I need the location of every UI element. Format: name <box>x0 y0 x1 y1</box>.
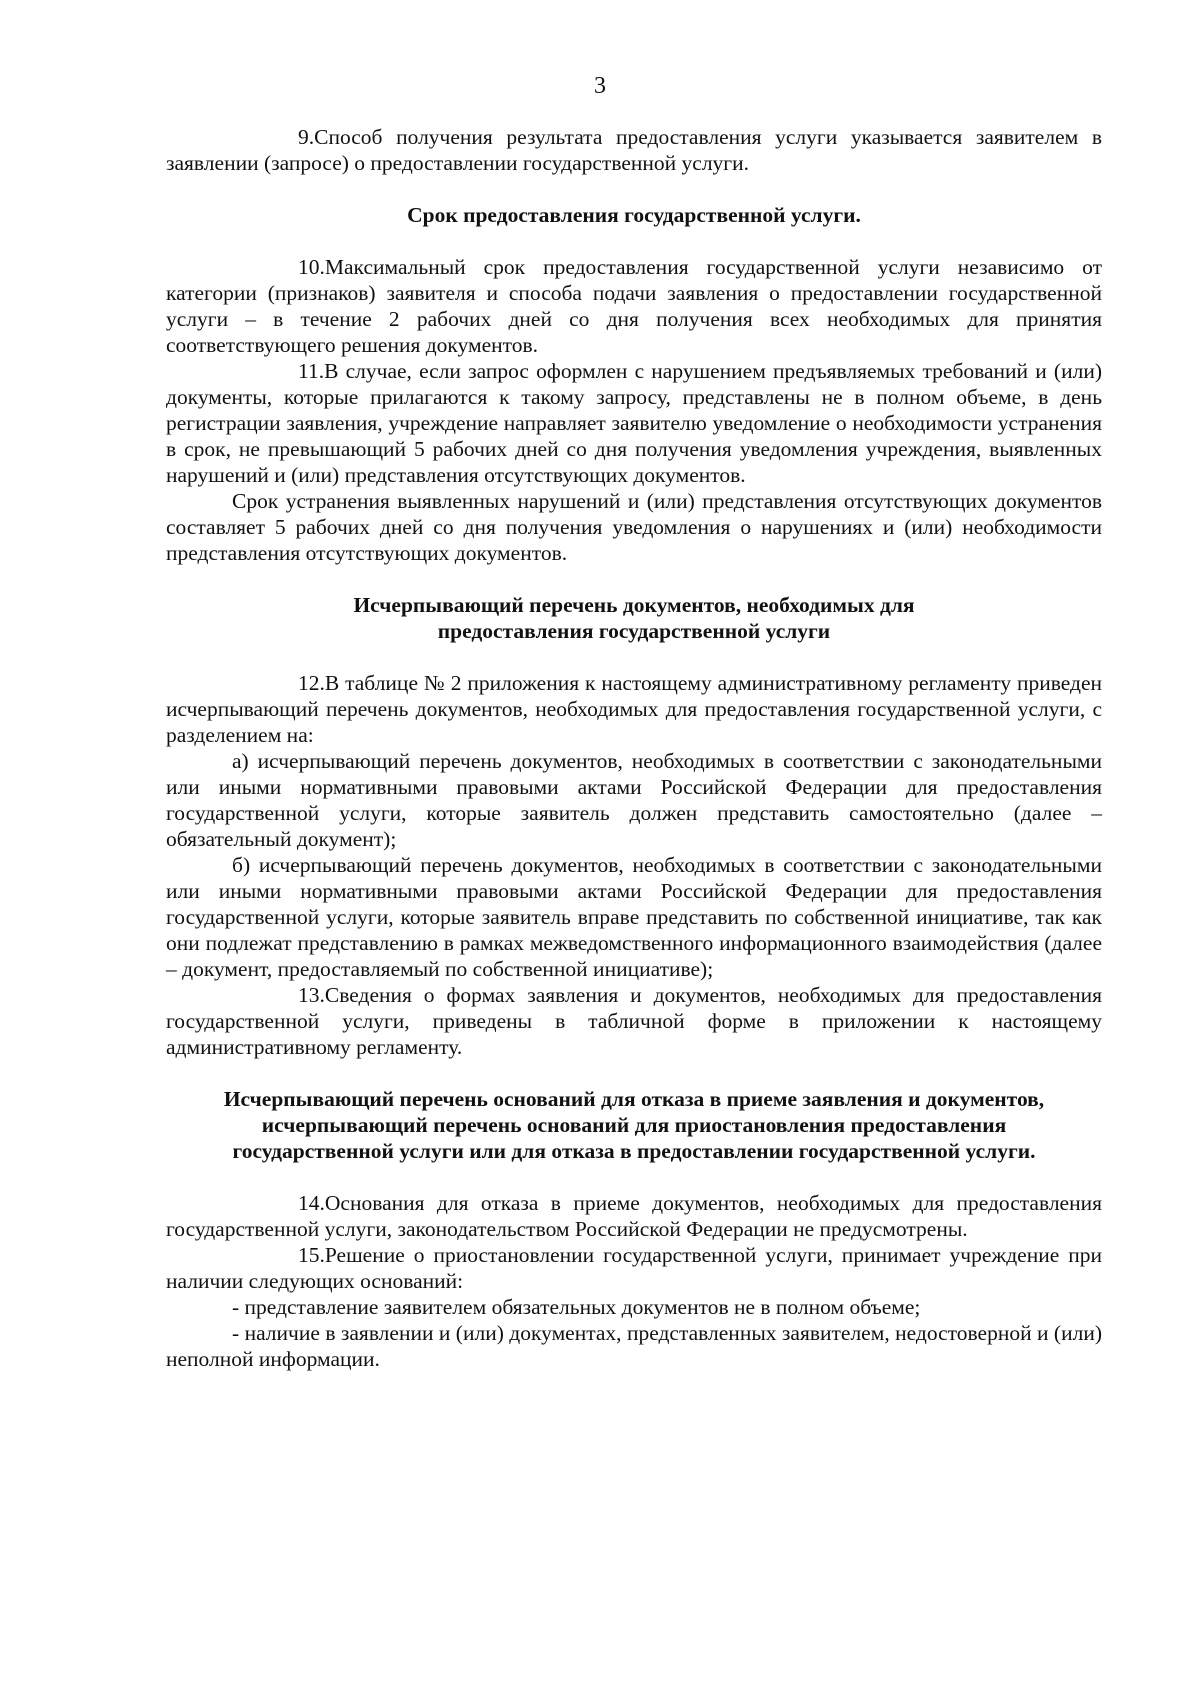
heading-documents-line-2: предоставления государственной услуги <box>437 619 831 643</box>
heading-service-term: Срок предоставления государственной услуги. <box>407 203 861 227</box>
heading-documents-line-1: Исчерпывающий перечень документов, необходимых для <box>353 593 915 617</box>
paragraph-11-continued: Срок устранения выявленных нарушений и (или) представления отсутствующих документов составляет 5 рабочих дней со дня получения уведомления о нарушениях и (или) необходимости представления отсутствующих документов. <box>166 489 1102 565</box>
heading-refusal-line-1: Исчерпывающий перечень оснований для отказа в приеме заявления и документов, <box>223 1087 1045 1111</box>
paragraph-12 <box>166 670 1102 748</box>
paragraph-12-item-b: б) исчерпывающий перечень документов, необходимых в соответствии с законодательными или иными нормативными правовыми актами Российской Федерации для предоставления государственной услуги, которые заявитель вправе представить по собственной инициативе, так как они подлежат представлению в рамках межведомственного информационного взаимодействия (далее – документ, предоставляемый по собственной инициативе); <box>166 853 1102 981</box>
paragraph-15-item-2: - наличие в заявлении и (или) документах, представленных заявителем, недостоверной и (или) неполной информации. <box>166 1321 1102 1371</box>
heading-refusal-line-2: исчерпывающий перечень оснований для приостановления предоставления <box>261 1113 1007 1137</box>
paragraph-text: Решение о приостановлении государственной услуги, принимает учреждение при наличии следующих оснований: <box>166 1243 1102 1293</box>
document-body <box>166 124 1102 1372</box>
paragraph-15 <box>166 1242 1102 1294</box>
paragraph-11 <box>166 358 1102 488</box>
paragraph-number: 13. <box>298 983 325 1007</box>
paragraph-number: 12. <box>298 671 325 695</box>
paragraph-text: Максимальный срок предоставления государственной услуги независимо от категории (признаков) заявителя и способа подачи заявления о предоставлении государственной услуги – в течение 2 рабочих дней со дня получения всех необходимых для принятия соответствующего решения документов. <box>166 255 1102 357</box>
paragraph-15-item-1: - представление заявителем обязательных документов не в полном объеме; <box>232 1295 921 1319</box>
heading-refusal-line-3: государственной услуги или для отказа в предоставлении государственной услуги. <box>232 1139 1036 1163</box>
paragraph-number: 10. <box>298 255 325 279</box>
paragraph-text: Сведения о формах заявления и документов, необходимых для предоставления государственной услуги, приведены в табличной форме в приложении к настоящему административному регламенту. <box>166 983 1102 1059</box>
paragraph-number: 11. <box>298 359 325 383</box>
paragraph-14 <box>166 1190 1102 1242</box>
paragraph-10 <box>166 254 1102 358</box>
paragraph-text: Основания для отказа в приеме документов, необходимых для предоставления государственной услуги, законодательством Российской Федерации не предусмотрены. <box>166 1191 1102 1241</box>
paragraph-text: Способ получения результата предоставления услуги указывается заявителем в заявлении (запросе) о предоставлении государственной услуги. <box>166 125 1102 175</box>
paragraph-number: 9. <box>298 125 315 149</box>
paragraph-13 <box>166 982 1102 1060</box>
paragraph-number: 15. <box>298 1243 325 1267</box>
paragraph-12-item-a: а) исчерпывающий перечень документов, необходимых в соответствии с законодательными или иными нормативными правовыми актами Российской Федерации для предоставления государственной услуги, которые заявитель должен представить самостоятельно (далее – обязательный документ); <box>166 749 1102 851</box>
paragraph-number: 14. <box>298 1191 325 1215</box>
paragraph-9 <box>166 124 1102 176</box>
page-number: 3 <box>594 73 606 99</box>
paragraph-text: В случае, если запрос оформлен с нарушением предъявляемых требований и (или) документы, которые прилагаются к такому запросу, представлены не в полном объеме, в день регистрации заявления, учреждение направляет заявителю уведомление о необходимости устранения в срок, не превышающий 5 рабочих дней со дня получения уведомления учреждения, выявленных нарушений и (или) представления отсутствующих документов. <box>166 359 1102 487</box>
paragraph-text: В таблице № 2 приложения к настоящему административному регламенту приведен исчерпывающий перечень документов, необходимых для предоставления государственной услуги, с разделением на: <box>166 671 1102 747</box>
